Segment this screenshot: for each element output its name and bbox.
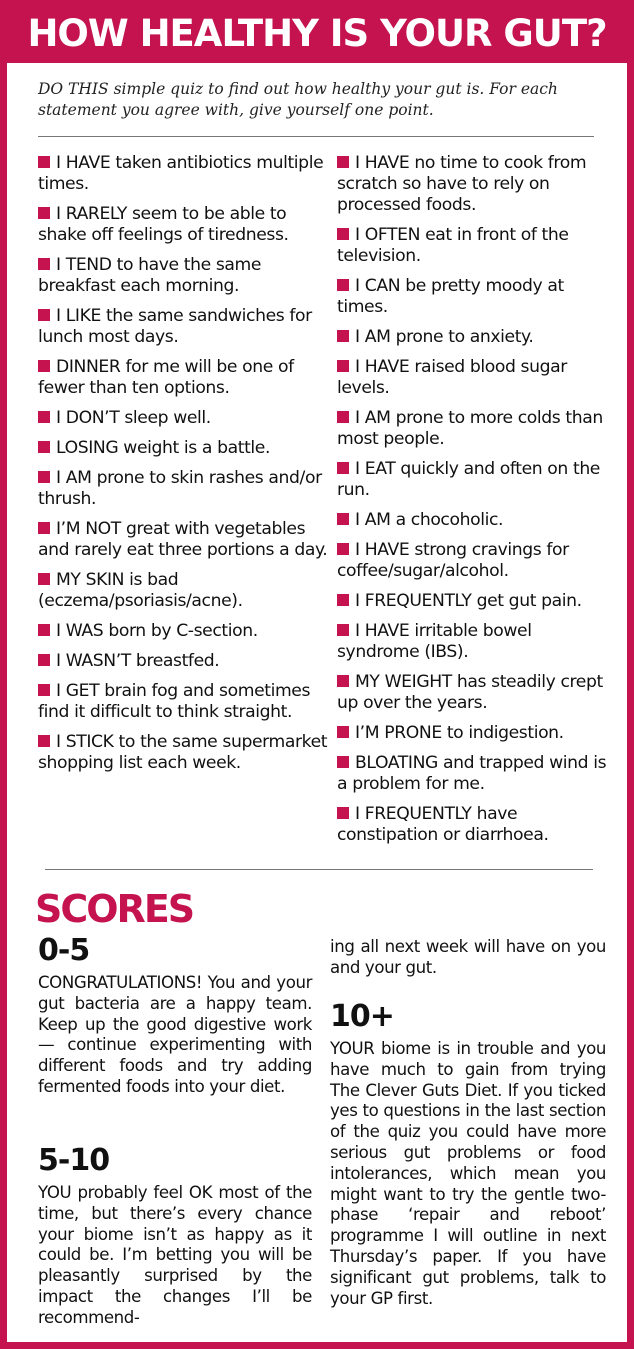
intro-text: DO THIS simple quiz to find out how healthy your gut is. For each statement you agree with, give yourself one point.: [38, 80, 558, 119]
bullet-square-icon: [38, 735, 50, 747]
score-range: 0-5: [38, 933, 90, 968]
statement-item: I HAVE irritable bowel syndrome (IBS).: [337, 621, 532, 662]
bullet-square-icon: [38, 522, 50, 534]
bullet-square-icon: [337, 330, 349, 342]
page-title: HOW HEALTHY IS YOUR GUT?: [7, 7, 627, 63]
bullet-square-icon: [337, 807, 349, 819]
bullet-square-icon: [38, 624, 50, 636]
statement-item: I AM prone to skin rashes and/or thrush.: [38, 468, 322, 509]
statement-list-right: [337, 153, 617, 855]
bullet-square-icon: [337, 513, 349, 525]
bullet-square-icon: [38, 207, 50, 219]
bullet-square-icon: [337, 360, 349, 372]
statement-item: I HAVE no time to cook from scratch so have to rely on processed foods.: [337, 153, 587, 215]
bullet-square-icon: [337, 156, 349, 168]
bullet-square-icon: [38, 309, 50, 321]
statement-item: I CAN be pretty moody at times.: [337, 276, 564, 317]
score-description: CONGRATULATIONS! You and your gut bacteria are a happy team. Keep up the good digestive work — continue experimenting with different foods and try adding fermented foods into your diet.: [38, 973, 312, 1096]
bullet-square-icon: [38, 411, 50, 423]
bullet-square-icon: [38, 654, 50, 666]
bullet-square-icon: [337, 594, 349, 606]
score-description: YOU probably feel OK most of the time, but there’s every chance your biome isn’t as happy as it could be. I’m betting you will be pleasantly surprised by the impact the changes I’ll be recommend-: [38, 1183, 312, 1327]
scores-heading: SCORES: [35, 887, 194, 931]
bullet-square-icon: [38, 684, 50, 696]
bullet-square-icon: [337, 462, 349, 474]
statement-item: I TEND to have the same breakfast each morning.: [38, 255, 262, 296]
bullet-square-icon: [337, 624, 349, 636]
statement-item: I OFTEN eat in front of the television.: [337, 225, 569, 266]
bullet-square-icon: [337, 279, 349, 291]
bullet-square-icon: [38, 573, 50, 585]
statement-item: I GET brain fog and sometimes find it difficult to think straight.: [38, 681, 311, 722]
statement-item: BLOATING and trapped wind is a problem for me.: [337, 753, 607, 794]
statement-item: I LIKE the same sandwiches for lunch most days.: [38, 306, 312, 347]
statement-item: I AM prone to anxiety.: [337, 327, 617, 348]
bullet-square-icon: [337, 675, 349, 687]
score-band-10-plus: [330, 999, 606, 1309]
statement-item: I RARELY seem to be able to shake off feelings of tiredness.: [38, 204, 289, 245]
bullet-square-icon: [38, 471, 50, 483]
bullet-square-icon: [337, 756, 349, 768]
score-band-0-5: [38, 933, 312, 1098]
bullet-square-icon: [38, 441, 50, 453]
statement-item: I AM prone to more colds than most people.: [337, 408, 603, 449]
bullet-square-icon: [38, 156, 50, 168]
score-description: YOUR biome is in trouble and you have much to gain from trying The Clever Guts Diet. If you ticked yes to questions in the last section of the quiz you could have more serious gut problems or food intolerances, which mean you might want to try the gentle two-phase ‘repair and reboot’ programme I will outline in next Thursday’s paper. If you have significant gut problems, talk to your GP first.: [330, 1039, 606, 1308]
statement-item: I WAS born by C-section.: [38, 621, 328, 642]
score-description-continued: ing all next week will have on you and your gut.: [330, 937, 606, 977]
bullet-square-icon: [337, 726, 349, 738]
statement-item: LOSING weight is a battle.: [38, 438, 328, 459]
statement-item: I HAVE taken antibiotics multiple times.: [38, 153, 324, 194]
statement-item: I EAT quickly and often on the run.: [337, 459, 600, 500]
statement-item: I AM a chocoholic.: [337, 510, 617, 531]
statement-item: MY SKIN is bad (eczema/psoriasis/acne).: [38, 570, 243, 611]
statement-item: I FREQUENTLY have constipation or diarrhoea.: [337, 804, 549, 845]
statement-item: I’M NOT great with vegetables and rarely eat three portions a day.: [38, 519, 328, 560]
statement-item: I DON’T sleep well.: [38, 408, 328, 429]
score-band-continuation: [330, 937, 606, 979]
statement-item: I FREQUENTLY get gut pain.: [337, 591, 617, 612]
statement-item: I HAVE raised blood sugar levels.: [337, 357, 567, 398]
statement-item: I WASN’T breastfed.: [38, 651, 328, 672]
statement-list-left: [38, 153, 328, 783]
bullet-square-icon: [337, 411, 349, 423]
statement-item: I STICK to the same supermarket shopping list each week.: [38, 732, 328, 773]
statement-item: DINNER for me will be one of fewer than ten options.: [38, 357, 294, 398]
divider: [45, 869, 593, 870]
statement-item: I HAVE strong cravings for coffee/sugar/alcohol.: [337, 540, 569, 581]
statement-item: I’M PRONE to indigestion.: [337, 723, 617, 744]
score-band-5-10: [38, 1143, 312, 1329]
bullet-square-icon: [337, 543, 349, 555]
bullet-square-icon: [38, 258, 50, 270]
statement-item: MY WEIGHT has steadily crept up over the years.: [337, 672, 603, 713]
bullet-square-icon: [337, 228, 349, 240]
score-range: 5-10: [38, 1143, 110, 1178]
divider: [38, 136, 594, 137]
bullet-square-icon: [38, 360, 50, 372]
score-range: 10+: [330, 999, 394, 1034]
